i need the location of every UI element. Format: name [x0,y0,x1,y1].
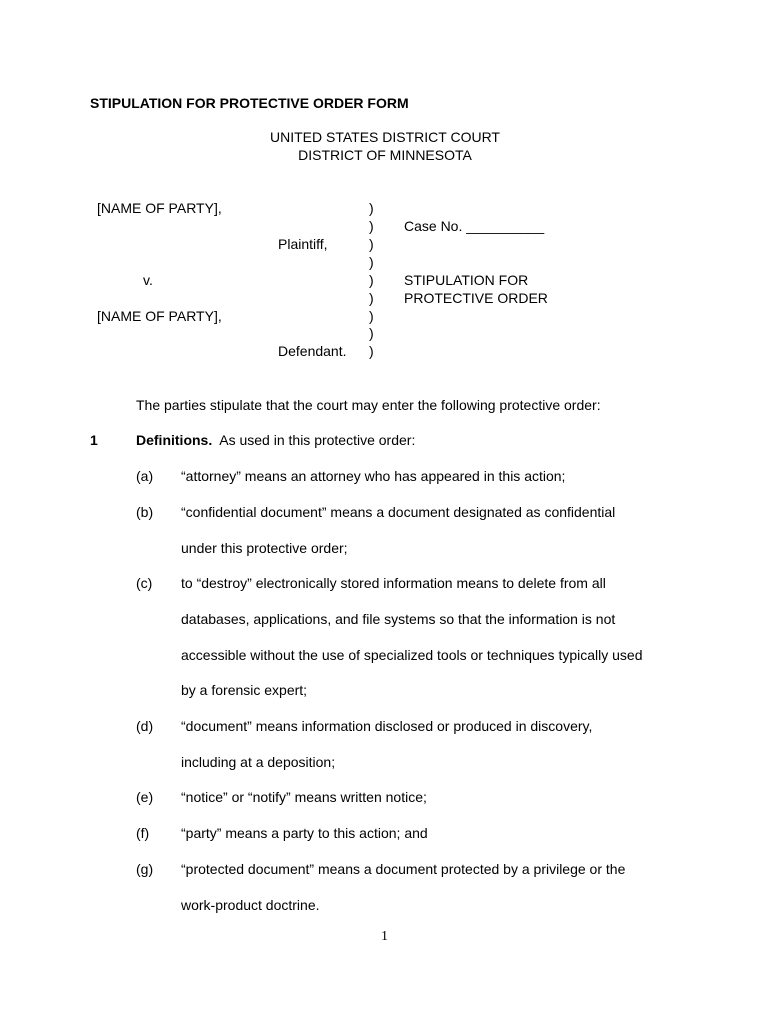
definition-text: to “destroy” electronically stored information means to delete from all [181,575,606,591]
definition-text: “protected document” means a document protected by a privilege or the [181,861,626,877]
definition-text: “confidential document” means a document designated as confidential [181,504,616,520]
caption-paren: ) [369,200,374,216]
document-heading-line2: PROTECTIVE ORDER [404,290,548,306]
plaintiff-name: [NAME OF PARTY], [97,200,222,216]
definition-text: “attorney” means an attorney who has appeared in this action; [181,468,566,484]
defendant-name: [NAME OF PARTY], [97,308,222,324]
definition-label: (d) [136,718,154,734]
definition-text: accessible without the use of specialized tools or techniques typically used [181,647,643,663]
section-heading: Definitions. [136,432,213,448]
definition-label: (f) [136,825,150,841]
defendant-role: Defendant. [278,343,347,359]
court-district: DISTRICT OF MINNESOTA [298,147,472,163]
definition-text: “document” means information disclosed or produced in discovery, [181,718,593,734]
court-name: UNITED STATES DISTRICT COURT [270,129,500,145]
definition-text: work-product doctrine. [181,897,320,913]
section-lead: As used in this protective order: [219,432,416,448]
definition-text: “notice” or “notify” means written notice; [181,789,427,805]
caption-paren: ) [369,236,374,252]
caption-paren: ) [369,254,374,270]
plaintiff-role: Plaintiff, [278,236,328,252]
definition-label: (c) [136,575,153,591]
definition-label: (a) [136,468,154,484]
definition-text: under this protective order; [181,540,348,556]
definition-label: (g) [136,861,154,877]
caption-paren: ) [369,343,374,359]
versus: v. [143,272,153,288]
section-heading-line [136,431,415,449]
definition-text: databases, applications, and file systems so that the information is not [181,611,616,627]
caption-paren: ) [369,308,374,324]
intro-paragraph: The parties stipulate that the court may enter the following protective order: [136,397,601,413]
caption-paren: ) [369,218,374,234]
definition-text: including at a deposition; [181,754,336,770]
case-number: Case No. __________ [404,218,545,234]
section-number: 1 [90,432,98,448]
document-heading-line1: STIPULATION FOR [404,272,529,288]
caption-paren: ) [369,325,374,341]
definition-label: (e) [136,789,154,805]
definition-text: by a forensic expert; [181,682,308,698]
caption-paren: ) [369,272,374,288]
page-number: 1 [381,929,388,944]
caption-paren: ) [369,290,374,306]
definition-text: “party” means a party to this action; and [181,825,428,841]
definition-label: (b) [136,504,154,520]
document-title: STIPULATION FOR PROTECTIVE ORDER FORM [90,95,409,111]
